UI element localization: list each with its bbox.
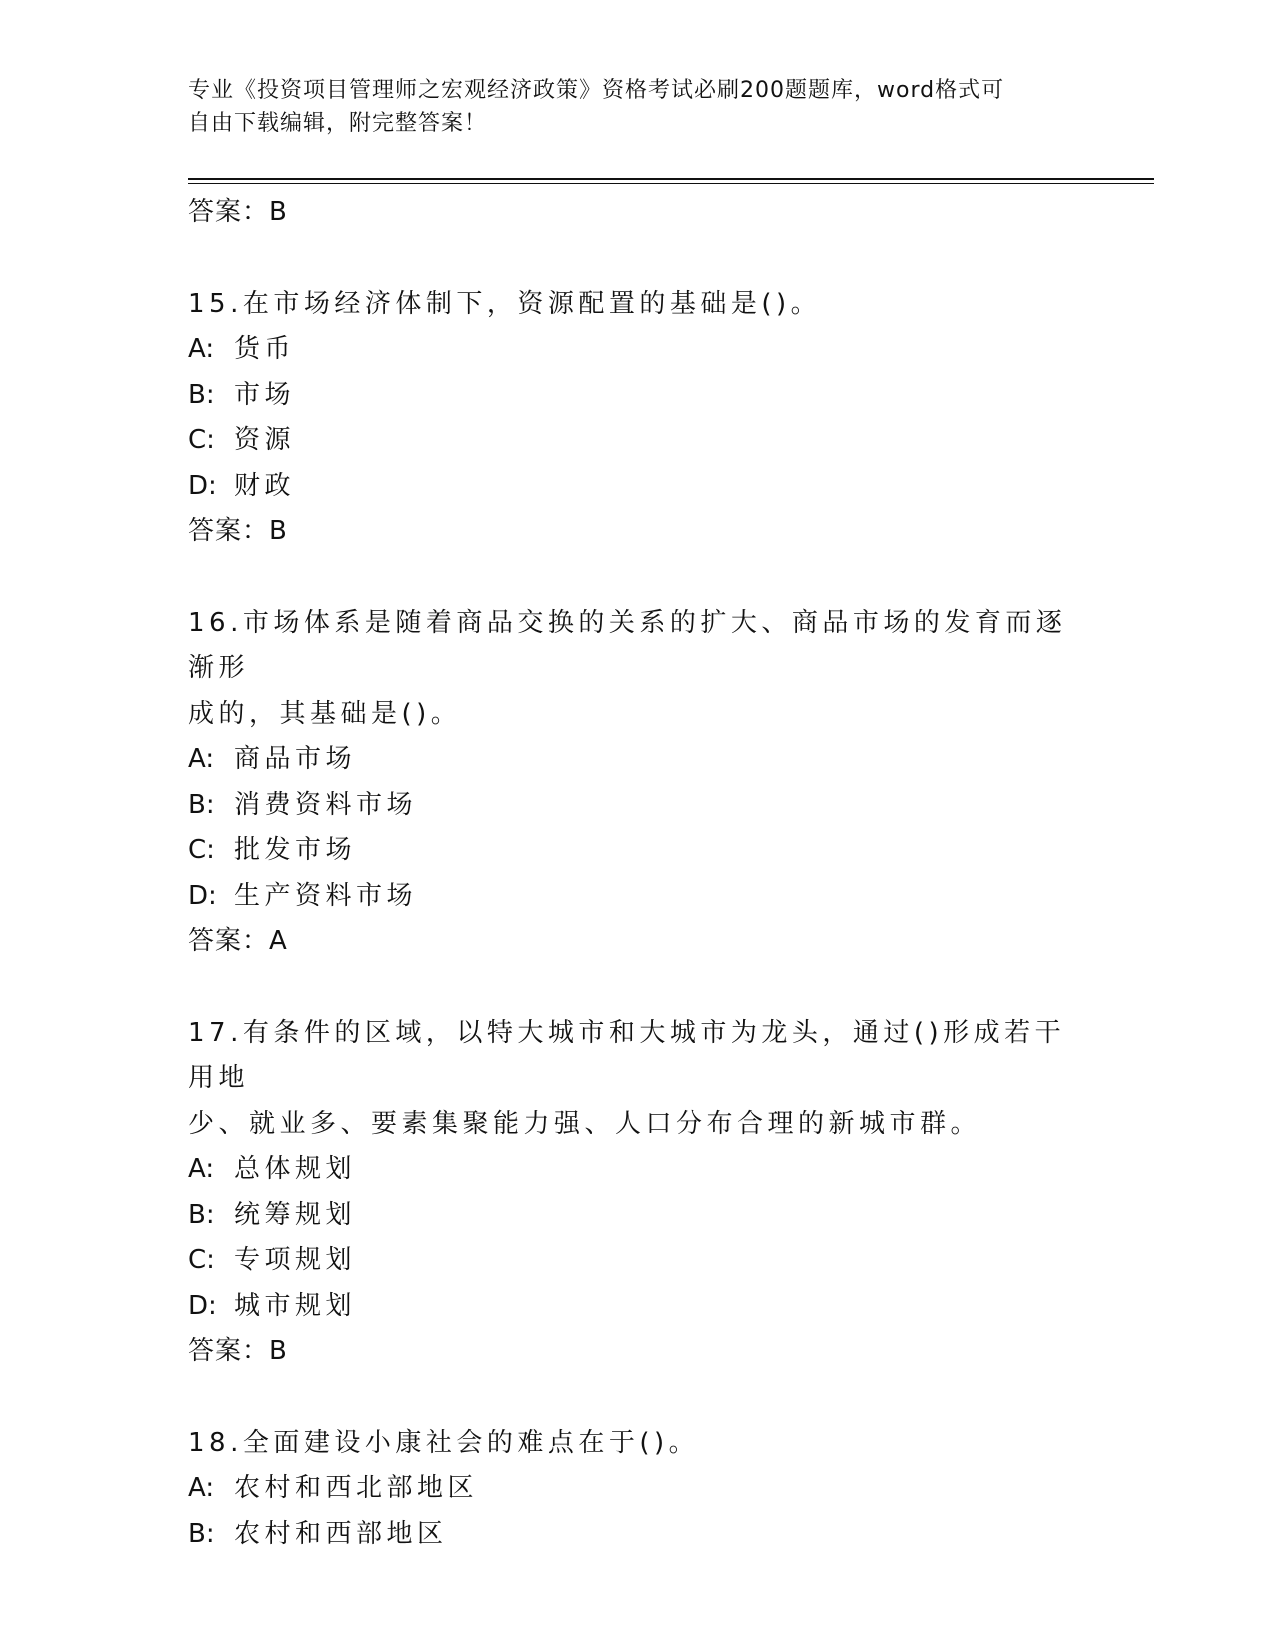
option: [188, 1512, 1088, 1558]
question-block: [188, 1011, 1088, 1375]
option-text: 农村和西北部地区: [234, 1473, 479, 1503]
option: [188, 464, 1088, 510]
option-text: 批发市场: [234, 835, 357, 865]
option-text: 商品市场: [234, 744, 357, 774]
option: [188, 1147, 1088, 1193]
option-text: 农村和西部地区: [234, 1518, 448, 1549]
option-key: B:: [188, 1199, 215, 1230]
question-text: 15.在市场经济体制下，资源配置的基础是()。: [188, 288, 822, 319]
header-line-2: 自由下载编辑，附完整答案！: [188, 111, 488, 136]
option-key: B:: [188, 789, 215, 820]
option-text: 总体规划: [234, 1154, 357, 1184]
option: [188, 1466, 1088, 1512]
option-key: B:: [188, 1518, 215, 1549]
question-block: [188, 1421, 1088, 1558]
answer-line: 答案：B: [188, 197, 288, 227]
option-key: C:: [188, 425, 215, 455]
option: [188, 373, 1088, 419]
option-key: A:: [188, 744, 215, 774]
option-key: C:: [188, 835, 215, 865]
header-rule-thick: [188, 178, 1154, 180]
question-block: [188, 601, 1088, 965]
option: [188, 1284, 1088, 1330]
document-header: [188, 74, 1068, 140]
option-text: 城市规划: [234, 1290, 357, 1321]
question-text: 17.有条件的区域，以特大城市和大城市为龙头，通过()形成若干用地: [188, 1017, 1066, 1093]
option: [188, 327, 1088, 373]
option-key: B:: [188, 379, 215, 410]
option-key: D:: [188, 880, 217, 911]
question-text: 18.全面建设小康社会的难点在于()。: [188, 1427, 700, 1458]
question-block: [188, 282, 1088, 555]
option-key: D:: [188, 1290, 217, 1321]
question-text-continued: 少、就业多、要素集聚能力强、人口分布合理的新城市群。: [188, 1108, 982, 1139]
option-text: 财政: [234, 470, 296, 501]
option-text: 资源: [234, 425, 296, 455]
answer-line: 答案：B: [188, 1336, 288, 1366]
option-text: 统筹规划: [234, 1199, 357, 1230]
option: [188, 783, 1088, 829]
answer-line: 答案：B: [188, 516, 288, 546]
option: [188, 737, 1088, 783]
option-key: A:: [188, 334, 215, 364]
option: [188, 418, 1088, 464]
option-text: 消费资料市场: [234, 789, 418, 820]
option-text: 专项规划: [234, 1245, 357, 1275]
option-key: A:: [188, 1154, 215, 1184]
header-line-1: 专业《投资项目管理师之宏观经济政策》资格考试必刷200题题库，word格式可: [188, 78, 1005, 103]
option: [188, 828, 1088, 874]
option-text: 生产资料市场: [234, 880, 418, 911]
option-key: C:: [188, 1245, 215, 1275]
option: [188, 1193, 1088, 1239]
option-text: 货币: [234, 334, 296, 364]
question-list: [188, 190, 1088, 1557]
option-key: A:: [188, 1473, 215, 1503]
header-rule-thin: [188, 183, 1154, 184]
option: [188, 874, 1088, 920]
option: [188, 1238, 1088, 1284]
option-key: D:: [188, 470, 217, 501]
answer-line: 答案：A: [188, 926, 288, 956]
question-text-continued: 成的，其基础是()。: [188, 698, 462, 729]
option-text: 市场: [234, 379, 296, 410]
question-text: 16.市场体系是随着商品交换的关系的扩大、商品市场的发育而逐渐形: [188, 607, 1067, 683]
